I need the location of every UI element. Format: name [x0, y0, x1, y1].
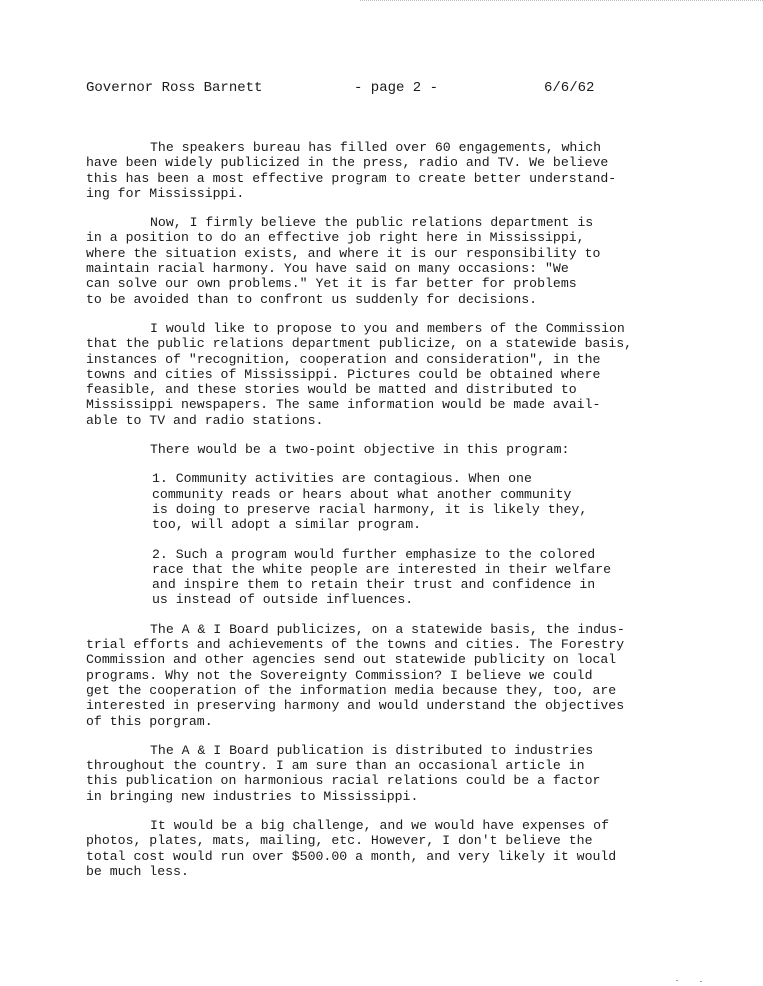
- paragraph-publication: The A & I Board publication is distributed to industries throughout the country. I am sure than an occasional article in this publication on harmonious racial relations could be a factor in bringing new industries to Mississippi.: [86, 742, 601, 804]
- paragraph-proposal: I would like to propose to you and members of the Commission that the public relations department publicize, on a statewide basis, instances of "recognition, cooperation and consideration", in the towns and cities of Mississippi. Pictures could be obtained where feasible, and these stories would be matted and distributed to Mississippi newspapers. The same information would be made avail- able to TV and radio stations.: [86, 320, 633, 428]
- page-number: - page 2 -: [354, 80, 439, 96]
- page-header: [86, 80, 646, 100]
- recipient-name: Governor Ross Barnett: [86, 80, 263, 96]
- scan-edge-dots: [360, 0, 763, 5]
- objective-intro: There would be a two-point objective in this program:: [150, 442, 570, 458]
- paragraph-cost: It would be a big challenge, and we would have expenses of photos, plates, mats, mailing, etc. However, I don't believe the total cost would run over $500.00 a month, and very likely it would be much less.: [86, 817, 617, 879]
- scan-speck: [676, 980, 678, 981]
- paragraph-a-i-board: The A & I Board publicizes, on a statewide basis, the indus- trial efforts and achievements of the towns and cities. The Forestry Commission and other agencies send out statewide publicity on local programs. Why not the Sovereignty Commission? I believe we could get the cooperation of the information media because they, too, are interested in preserving harmony and would understand the objectives of this porgram.: [86, 621, 625, 729]
- scan-speck: [700, 981, 702, 982]
- paragraph-speakers-bureau: The speakers bureau has filled over 60 engagements, which have been widely publicized in the press, radio and TV. We believe this has been a most effective program to create better understand- ing for Mississippi.: [86, 140, 617, 201]
- objective-point-1: 1. Community activities are contagious. When one community reads or hears about what another community is doing to preserve racial harmony, it is likely they, too, will adopt a similar program.: [152, 471, 588, 533]
- objective-point-2: 2. Such a program would further emphasize to the colored race that the white people are interested in their welfare and inspire them to retain their trust and confidence in us instead of outside influences.: [152, 546, 611, 608]
- paragraph-public-relations: Now, I firmly believe the public relations department is in a position to do an effective job right here in Mississippi, where the situation exists, and where it is our responsibility to maintain racial harmony. You have said on many occasions: "We can solve our own problems." Yet it is far better for problems to be avoided than to confront us suddenly for decisions.: [86, 215, 601, 307]
- letter-date: 6/6/62: [544, 80, 595, 96]
- letter-body: [86, 140, 726, 893]
